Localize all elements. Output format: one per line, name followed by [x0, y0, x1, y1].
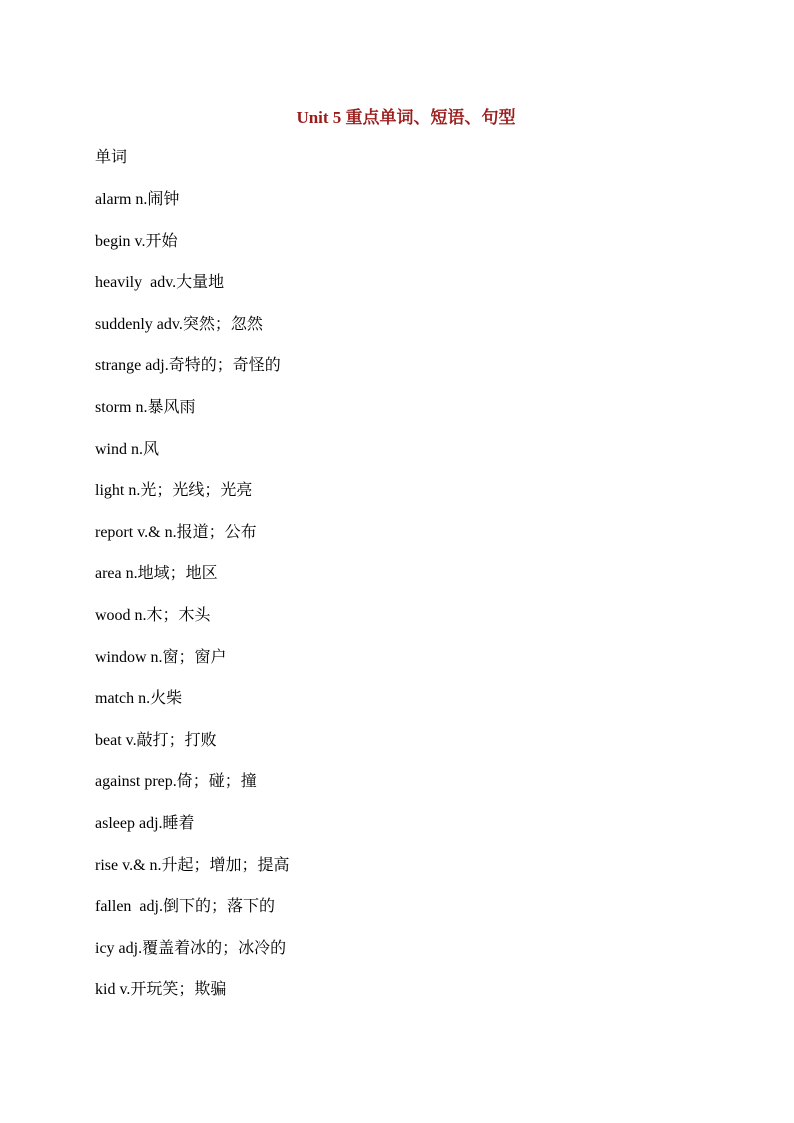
vocab-item: alarm n.闹钟: [95, 191, 180, 208]
page-title: Unit 5 重点单词、短语、句型: [296, 108, 516, 127]
vocab-item: beat v.敲打；打败: [95, 731, 217, 749]
vocab-item: icy adj.覆盖着冰的；冰冷的: [95, 939, 287, 957]
vocab-item: suddenly adv.突然；忽然: [95, 315, 263, 333]
vocab-item: begin v.开始: [95, 232, 178, 250]
vocab-item: area n.地域；地区: [95, 565, 218, 583]
section-heading: 单词: [95, 149, 128, 166]
vocab-item: light n.光；光线；光亮: [95, 482, 253, 500]
vocab-item: window n.窗；窗户: [95, 648, 227, 666]
vocab-item: report v.& n.报道；公布: [95, 523, 257, 541]
vocab-item: match n.火柴: [95, 690, 183, 708]
vocab-item: storm n.暴风雨: [95, 398, 196, 416]
vocab-item: fallen adj.倒下的；落下的: [95, 898, 275, 916]
vocabulary-list: [95, 189, 290, 1021]
vocab-item: strange adj.奇特的；奇怪的: [95, 357, 281, 375]
vocab-item: asleep adj.睡着: [95, 814, 195, 832]
vocab-item: kid v.开玩笑；欺骗: [95, 981, 227, 999]
vocab-item: against prep.倚；碰；撞: [95, 773, 257, 791]
vocab-item: heavily adv.大量地: [95, 274, 225, 292]
vocab-item: wind n.风: [95, 440, 160, 458]
vocab-item: wood n.木；木头: [95, 606, 211, 624]
vocab-item: rise v.& n.升起；增加；提高: [95, 856, 290, 874]
